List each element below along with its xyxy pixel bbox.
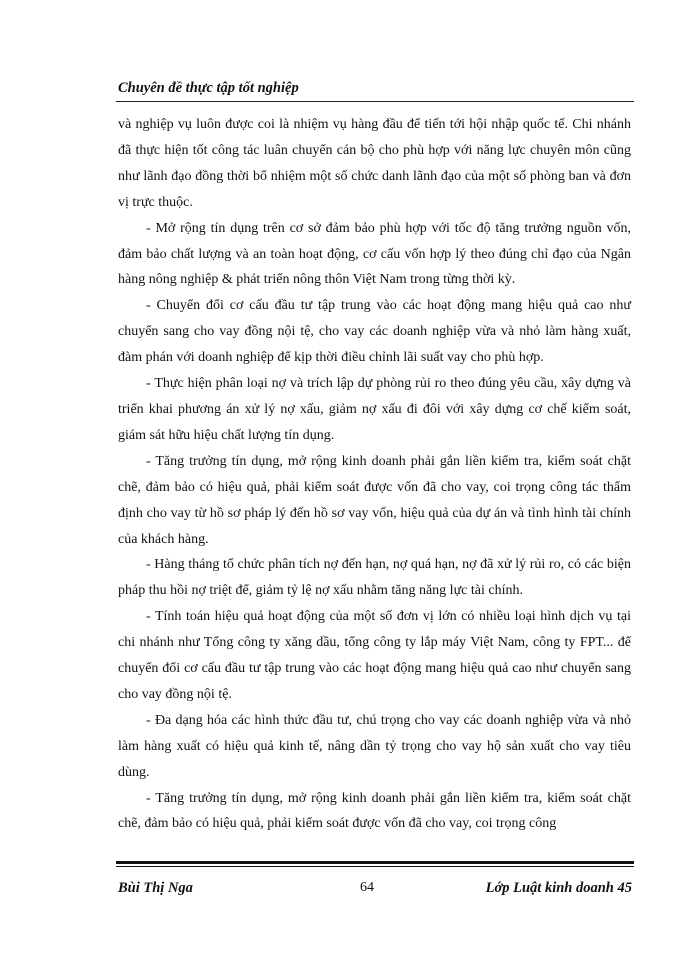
header-title: Chuyên đề thực tập tốt nghiệp (118, 80, 299, 96)
footer-author: Bùi Thị Nga (118, 880, 193, 896)
header-rule (116, 101, 634, 102)
paragraph-8: - Đa dạng hóa các hình thức đầu tư, chú trọng cho vay các doanh nghiệp vừa và nhỏ làm hàng xuất có hiệu quả kinh tế, nâng dần tỷ trọng cho vay hộ sản xuất cho vay tiêu dùng. (118, 712, 631, 780)
body-text (118, 112, 631, 837)
paragraph-7: - Tính toán hiệu quả hoạt động của một số đơn vị lớn có nhiều loại hình dịch vụ tại chi nhánh như Tổng công ty xăng dầu, tổng công ty lắp máy Việt Nam, công ty FPT... để chuyển đổi cơ cấu đầu tư tập trung vào các hoạt động mang hiệu quả cao như chuyển sang cho vay đồng nội tệ. (118, 609, 631, 702)
paragraph-6: - Hàng tháng tổ chức phân tích nợ đến hạn, nợ quá hạn, nợ đã xử lý rủi ro, có các biện pháp thu hồi nợ triệt để, giảm tỷ lệ nợ xấu nhằm tăng năng lực tài chính. (118, 557, 631, 599)
footer-rule-thin (116, 866, 634, 867)
paragraph-5: - Tăng trưởng tín dụng, mở rộng kinh doanh phải gắn liền kiểm tra, kiểm soát chặt chẽ, đảm bảo có hiệu quả, phải kiểm soát được vốn đã cho vay, coi trọng công tác thẩm định cho vay từ hồ sơ pháp lý đến hồ sơ vay vốn, hiệu quả của dự án và tình hình tài chính của khách hàng. (118, 453, 631, 547)
footer-page-number: 64 (360, 880, 374, 895)
paragraph-4: - Thực hiện phân loại nợ và trích lập dự phòng rủi ro theo đúng yêu cầu, xây dựng và triển khai phương án xử lý nợ xấu, giảm nợ xấu đi đôi với xây dựng cơ chế kiểm soát, giám sát hữu hiệu chất lượng tín dụng. (118, 376, 631, 443)
paragraph-1: và nghiệp vụ luôn được coi là nhiệm vụ hàng đầu để tiến tới hội nhập quốc tế. Chi nhánh đã thực hiện tốt công tác luân chuyển cán bộ cho phù hợp với năng lực chuyên môn cũng như lãnh đạo đồng thời bổ nhiệm một số chức danh lãnh đạo của một số phòng ban và đơn vị trực thuộc. (118, 117, 631, 210)
paragraph-9: - Tăng trưởng tín dụng, mở rộng kinh doanh phải gắn liền kiểm tra, kiểm soát chặt chẽ, đảm bảo có hiệu quả, phải kiểm soát được vốn đã cho vay, coi trọng công (118, 790, 631, 832)
paragraph-3: - Chuyển đổi cơ cấu đầu tư tập trung vào các hoạt động mang hiệu quả cao như chuyển sang cho vay đồng nội tệ, cho vay các doanh nghiệp vừa và nhỏ làm hàng xuất, đàm phán với doanh nghiệp để kịp thời điều chỉnh lãi suất vay cho phù hợp. (118, 298, 631, 366)
footer-rule-thick (116, 861, 634, 864)
paragraph-2: - Mở rộng tín dụng trên cơ sở đảm bảo phù hợp với tốc độ tăng trưởng nguồn vốn, đảm bảo chất lượng và an toàn hoạt động, cơ cấu vốn hợp lý theo đúng chỉ đạo của Ngân hàng nông nghiệp & phát triển nông thôn Việt Nam trong từng thời kỳ. (118, 220, 631, 288)
footer-class-name: Lớp Luật kinh doanh 45 (485, 880, 632, 896)
